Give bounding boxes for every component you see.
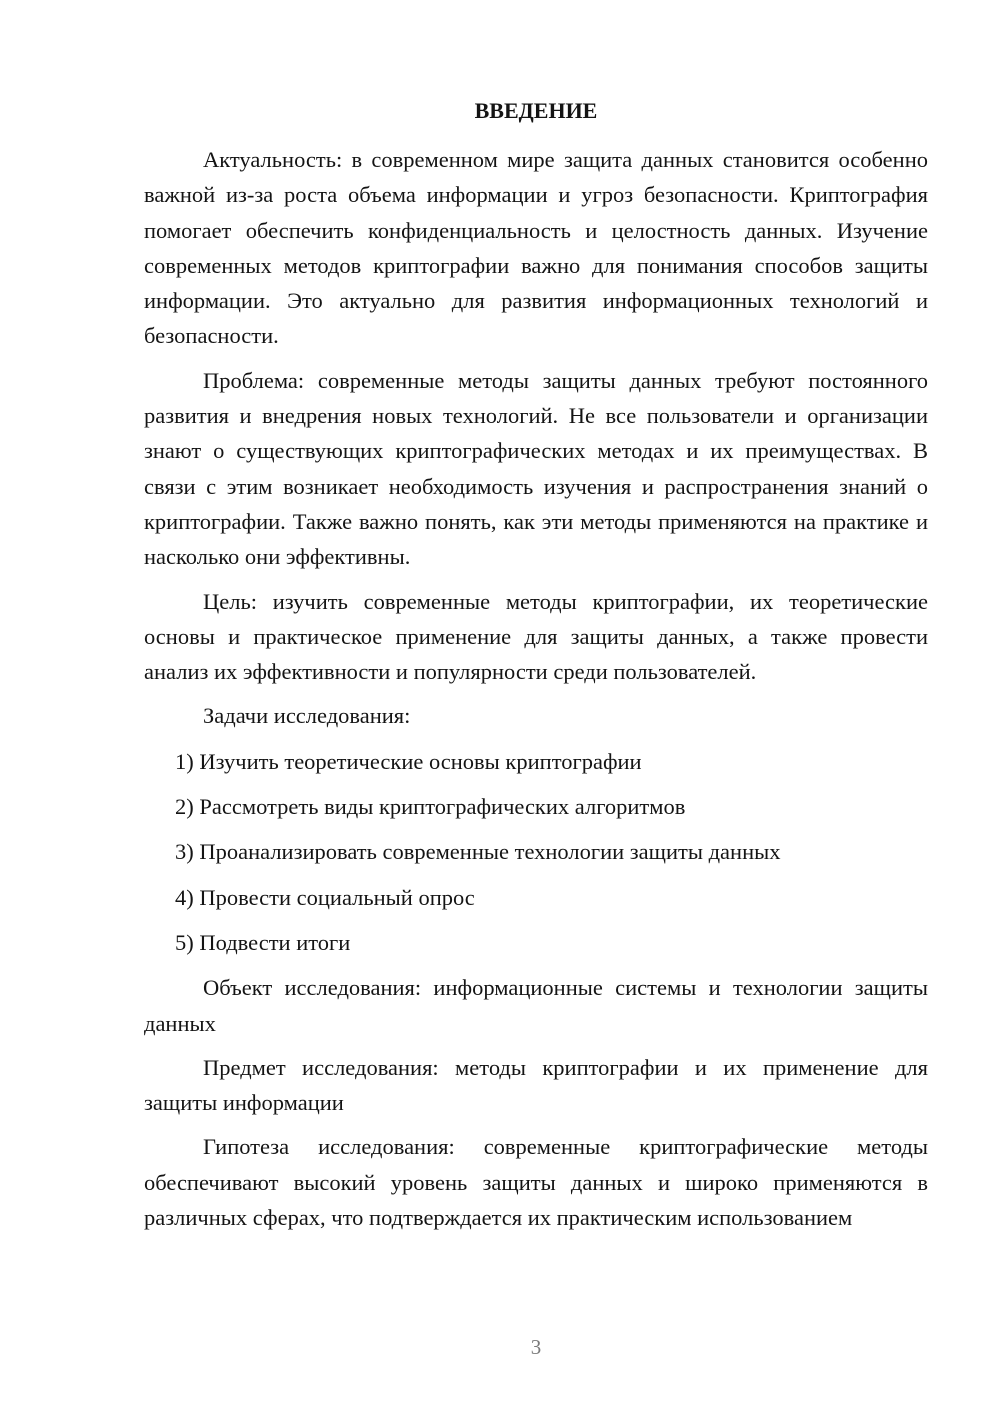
page-number: 3 (530, 1335, 542, 1359)
task-item: 5) Подвести итоги (175, 929, 351, 955)
paragraph-goal: Цель: изучить современные методы криптографии, их теоретические основы и практическое применение для защиты данных, а также провести анализ их эффективности и популярности среди пользователей. (144, 588, 928, 685)
page-content (144, 94, 928, 1244)
task-item: 2) Рассмотреть виды криптографических алгоритмов (175, 794, 686, 820)
task-item: 4) Провести социальный опрос (175, 884, 475, 910)
paragraph-subject: Предмет исследования: методы криптографии и их применение для защиты информации (144, 1054, 928, 1116)
task-item: 3) Проанализировать современные технологии защиты данных (175, 839, 781, 865)
task-item: 1) Изучить теоретические основы криптографии (175, 748, 642, 774)
tasks-heading: Задачи исследования: (203, 703, 411, 729)
paragraph-relevance: Актуальность: в современном мире защита данных становится особенно важной из-за роста объема информации и угроз безопасности. Криптография помогает обеспечить конфиденциальность и целостность данных. Изучение современных методов криптографии важно для понимания способов защиты информации. Это актуально для развития информационных технологий и безопасности. (144, 147, 928, 349)
tasks-list (144, 744, 928, 960)
paragraph-hypothesis: Гипотеза исследования: современные криптографические методы обеспечивают высокий уровень защиты данных и широко применяются в различных сферах, что подтверждается их практическим использованием (144, 1134, 928, 1231)
paragraph-problem: Проблема: современные методы защиты данных требуют постоянного развития и внедрения новых технологий. Не все пользователи и организации знают о существующих криптографических методах и их преимуществах. В связи с этим возникает необходимость изучения и распространения знаний о криптографии. Также важно понять, как эти методы применяются на практике и насколько они эффективны. (144, 367, 928, 570)
page-title: ВВЕДЕНИЕ (474, 98, 598, 123)
paragraph-object: Объект исследования: информационные системы и технологии защиты данных (144, 975, 928, 1036)
